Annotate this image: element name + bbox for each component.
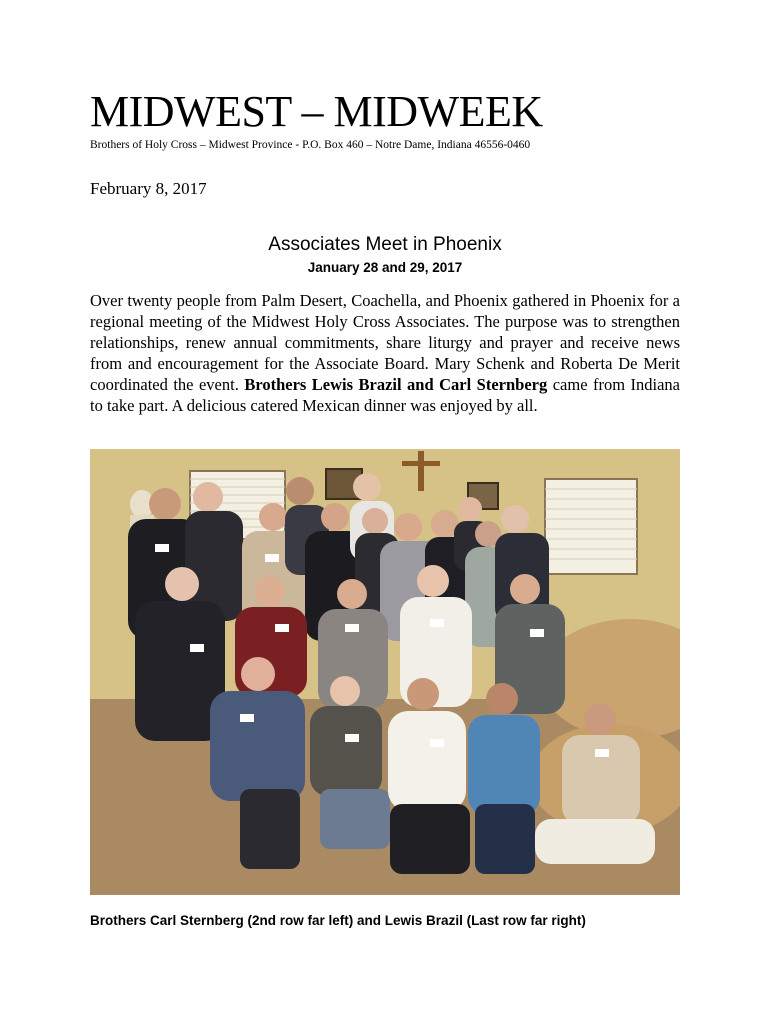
issue-date: February 8, 2017 — [90, 179, 207, 198]
photo-caption: Brothers Carl Sternberg (2nd row far left) and Lewis Brazil (Last row far right) — [90, 913, 586, 928]
newsletter-subtitle: Brothers of Holy Cross – Midwest Province - P.O. Box 460 – Notre Dame, Indiana 46556-0460 — [90, 139, 531, 151]
article-body-part1: Over twenty people from Palm Desert, Coachella, and Phoenix gathered in Phoenix for a regional meeting of the Midwest Holy Cross Associates. The purpose was to strengthen relationships, renew annual commitments, share liturgy and prayer and receive news from and encouragement for the Associate Board. Mary Schenk and Roberta De Merit coordinated the event. — [90, 291, 680, 394]
article-headline: Associates Meet in Phoenix — [268, 234, 502, 255]
article-event-date: January 28 and 29, 2017 — [307, 260, 463, 275]
article-body — [90, 290, 680, 416]
newsletter-title: MIDWEST – MIDWEEK — [90, 87, 543, 136]
article-body-part2: came from Indiana to take part. A delicious catered Mexican dinner was enjoyed by all. — [90, 375, 681, 415]
group-photo — [90, 449, 680, 895]
article-body-bold: Brothers Lewis Brazil and Carl Sternberg — [244, 375, 548, 394]
